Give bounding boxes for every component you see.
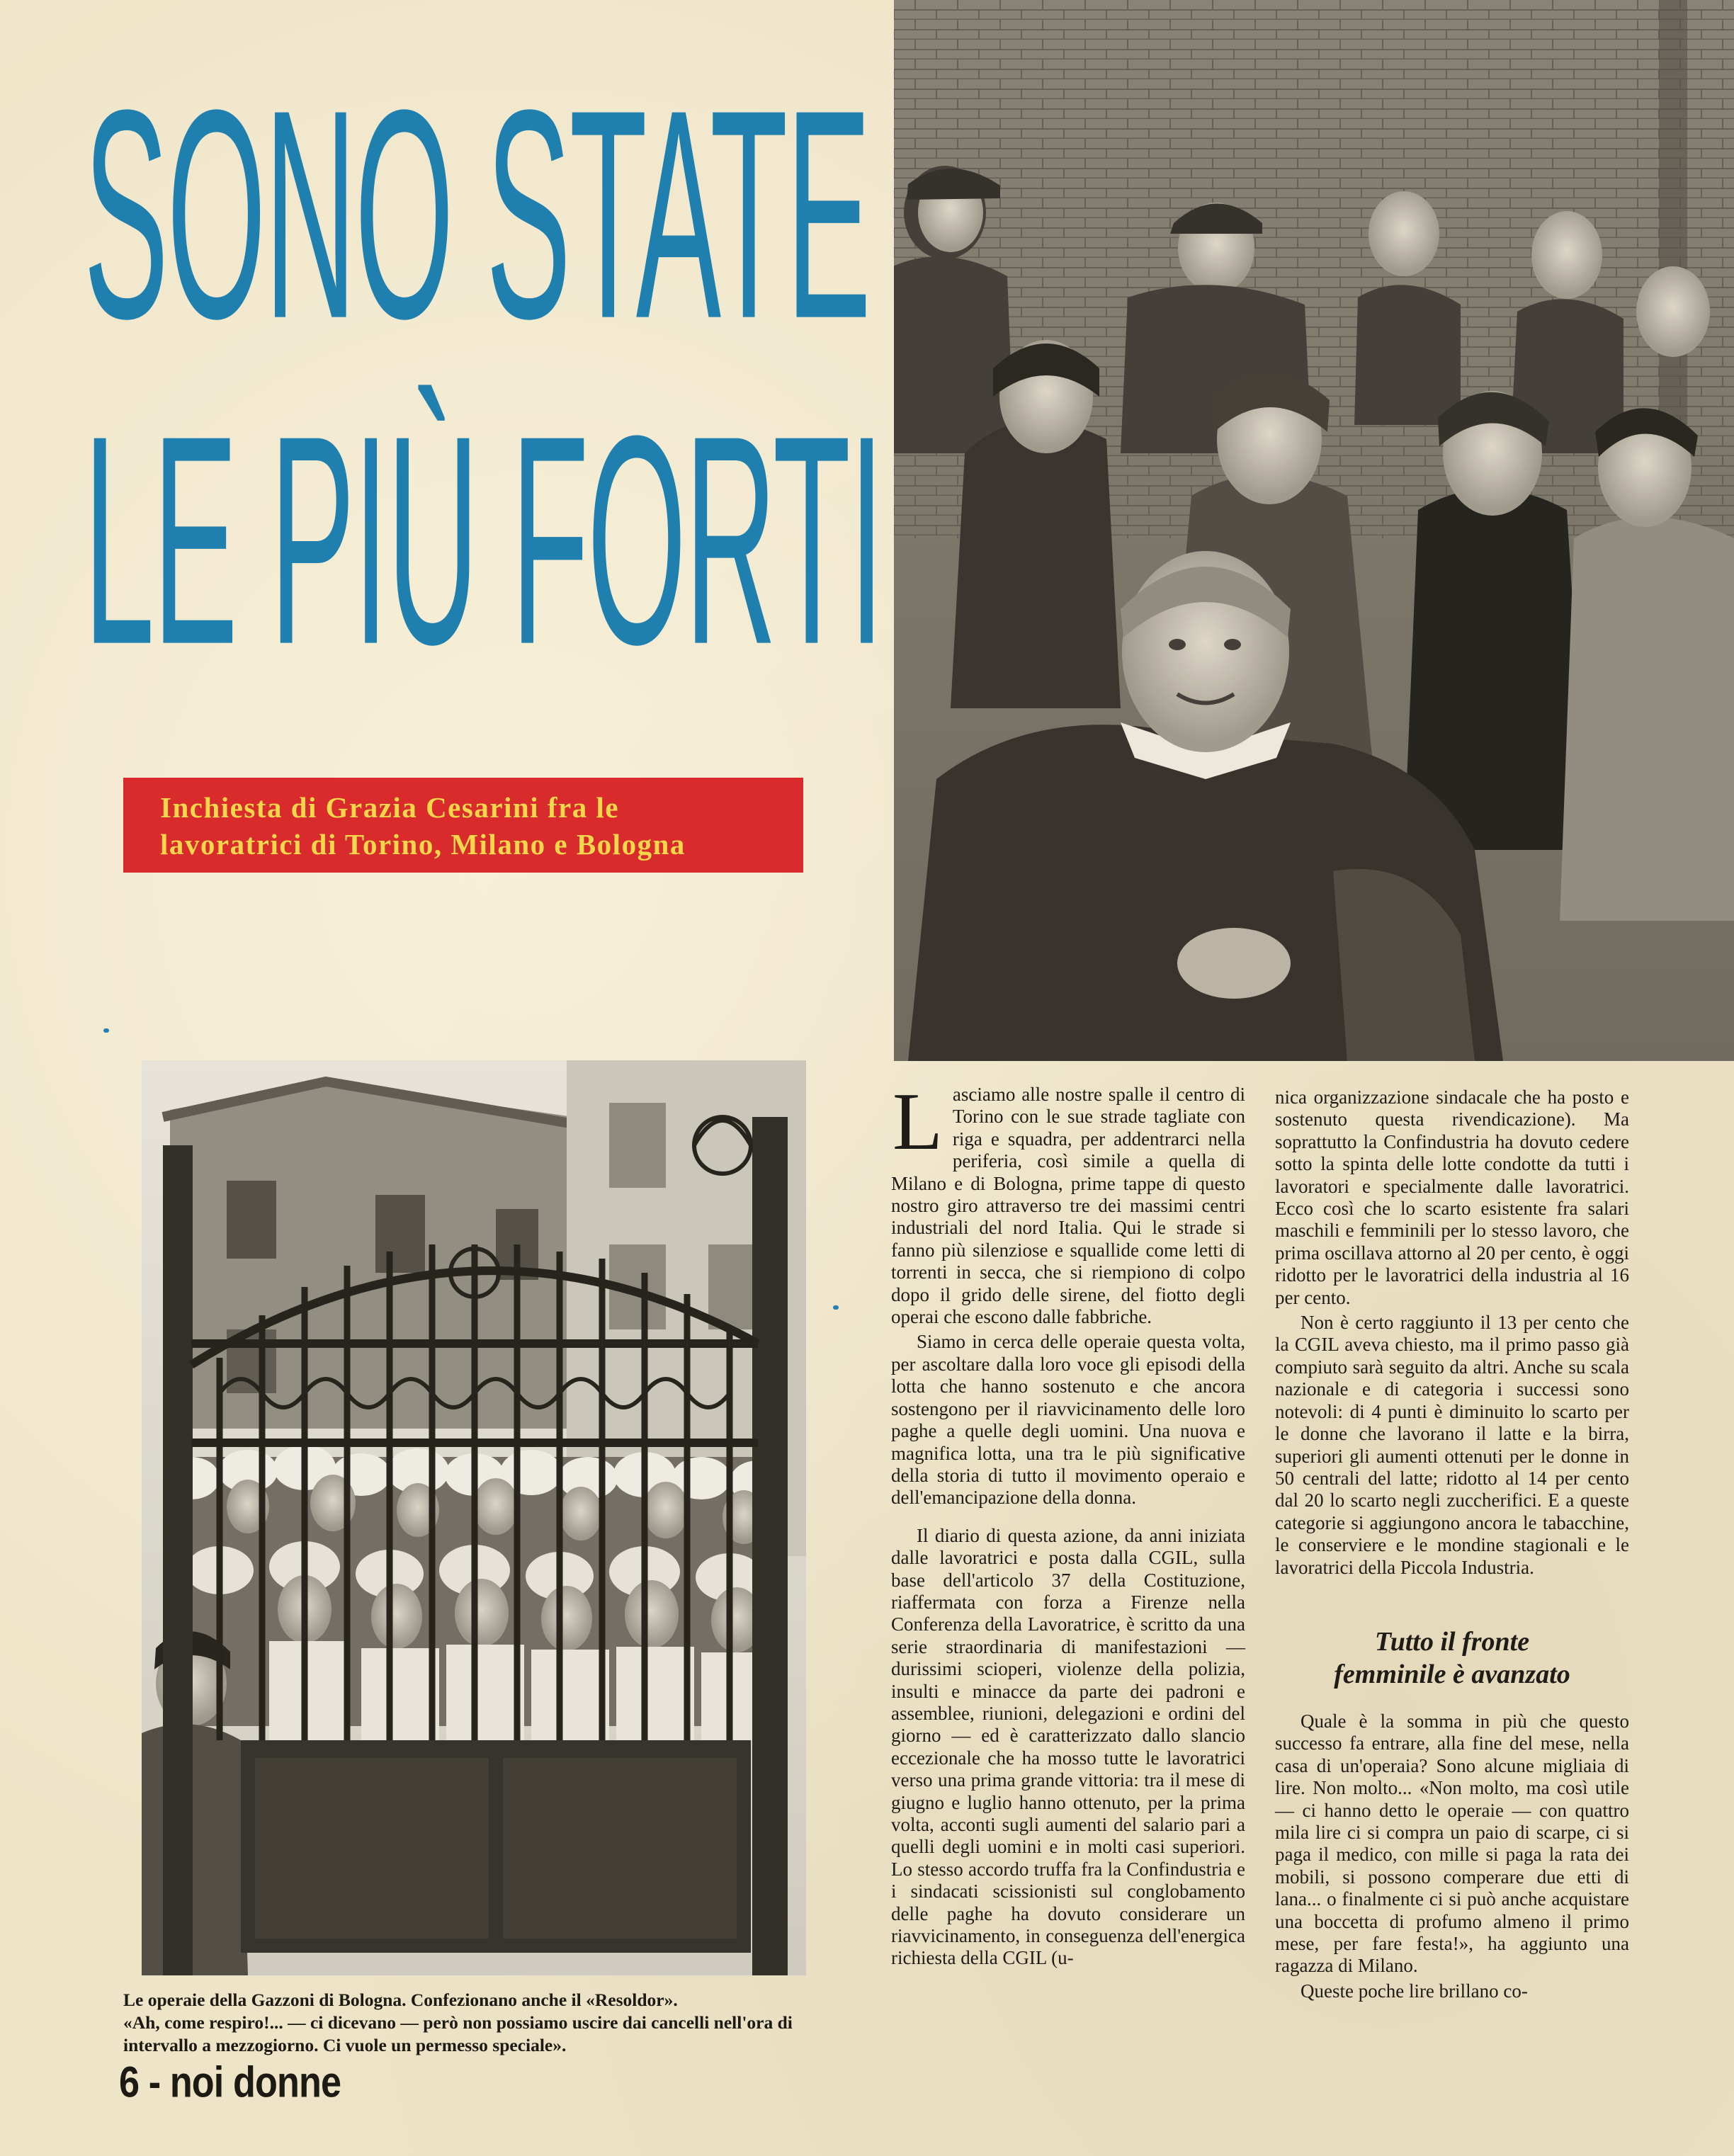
author-byline-box: Inchiesta di Grazia Cesarini fra le lavoratrici di Torino, Milano e Bologna bbox=[123, 778, 803, 873]
printing-mark bbox=[103, 1028, 109, 1033]
printing-mark bbox=[833, 1305, 839, 1310]
photo-caption bbox=[123, 1989, 824, 2057]
headline-line-1: SONO STATE bbox=[84, 47, 870, 381]
workers-crowd-photo bbox=[894, 0, 1734, 1061]
article-paragraph: Siamo in cerca delle operaie questa volta, per ascoltare dalla loro voce gli episodi della lotta che hanno sostenuto e che ancora sostengono per il riavvicinamento delle loro paghe a quelle degli uomini. Una nuova e magnifica lotta, una tra le più significative della storia di tutto il movimento operaio e dell'emancipazione della donna. bbox=[891, 1331, 1245, 1509]
drop-cap: L bbox=[892, 1077, 943, 1167]
article-column-2 bbox=[1275, 1086, 1629, 2002]
page-number-footer: 6 - noi donne bbox=[119, 2058, 341, 2107]
article-paragraph: Non è certo raggiunto il 13 per cento che la CGIL aveva chiesto, ma il primo passo già compiuto sarà seguito da altri. Anche su scala nazionale e di categoria i successi sono notevoli: di 4 punti è diminuito lo scarto per le donne che lavorano il latte e la birra, superiori gli aumenti ottenuti per le donne in 50 centrali del latte; ridotto al 14 per cento dal 20 lo scarto negli zuccherifici. E a queste categorie si aggiungono ancora le tabacchine, le conserviere e le mondine stagionali e le lavoratrici della Piccola Industria. bbox=[1275, 1312, 1629, 1578]
section-subheading bbox=[1275, 1625, 1629, 1691]
article-paragraph: nica organizzazione sindacale che ha posto e sostenuto questa rivendicazione). Ma soprattutto la Confindustria ha dovuto cedere sotto la spinta delle lotte condotte da tutti i lavoratori e specialmente dalle lavoratrici. Ecco così che lo scarto esistente fra salari maschili e femminili per lo stesso lavoro, che prima oscillava attorno al 20 per cento, è oggi ridotto per le lavoratrici della industria al 16 per cento. bbox=[1275, 1086, 1629, 1308]
caption-line-1: Le operaie della Gazzoni di Bologna. Confezionano anche il «Resoldor». bbox=[123, 1990, 678, 2010]
caption-line-2: «Ah, come respiro!... — ci dicevano — però non possiamo uscire dai cancelli nell'ora di intervallo a mezzogiorno. Ci vuole un permesso speciale». bbox=[123, 2012, 793, 2055]
article-column-1 bbox=[891, 1077, 1245, 1970]
article-paragraph: Lasciamo alle nostre spalle il centro di Torino con le sue strade tagliate con riga e squadra, per addentrarci nella periferia, così simile a quella di Milano e di Bologna, prime tappe di questo nostro giro attraverso tre dei massimi centri industriali del nord Italia. Qui le strade si fanno più silenziose e squallide come letti di torrenti in secca, che si riempiono di colpo dopo il grido delle sirene, del fiotto degli operai che escono dalle fabbriche. bbox=[891, 1077, 1245, 1328]
article-paragraph: Quale è la somma in più che questo successo fa entrare, alla fine del mese, nella casa di un'operaia? Sono alcune migliaia di lire. Non molto... «Non molto, ma così utile — ci hanno detto le operaie — con quattro mila lire ci si compra un paio di scarpe, ci si paga il medico, con mille si paga la rata dei mobili, si possono comperare due etti di lana... o finalmente ci si può anche acquistare una boccetta di profumo almeno il primo mese, per fare festa!», ha aggiunto una ragazza di Milano. bbox=[1275, 1710, 1629, 1977]
subheading-line-2: femminile è avanzato bbox=[1334, 1659, 1570, 1689]
gate-workers-photo bbox=[142, 1060, 806, 1975]
article-paragraph: Queste poche lire brillano co- bbox=[1300, 1980, 1528, 2002]
headline-line-2: LE PIÙ FORTI bbox=[84, 373, 883, 707]
article-paragraph: Il diario di questa azione, da anni iniziata dalle lavoratrici e posta dalla CGIL, sulla base dell'articolo 37 della Costituzione, riaffermata con forza a Firenze nella Conferenza della Lavoratrice, è scritto da una serie straordinaria di manifestazioni — durissimi scioperi, violenze della polizia, insulti e minacce da parte dei padroni e assemblee, riunioni, delegazioni e ordini del giorno — ed è caratterizzato dallo slancio eccezionale che ha mosso tutte le lavoratrici verso una prima grande vittoria: tra il mese di giugno e luglio hanno ottenuto, per la prima volta, acconti sugli aumenti del salario pari a quelli degli uomini e in molti casi superiori. Lo stesso accordo truffa fra la Confindustria e i sindacati scissionisti sul conglobamento delle paghe ha dovuto considerare un riavvicinamento, in conseguenza dell'energica richiesta della CGIL (u- bbox=[891, 1524, 1245, 1969]
subheading-line-1: Tutto il fronte bbox=[1374, 1626, 1530, 1657]
